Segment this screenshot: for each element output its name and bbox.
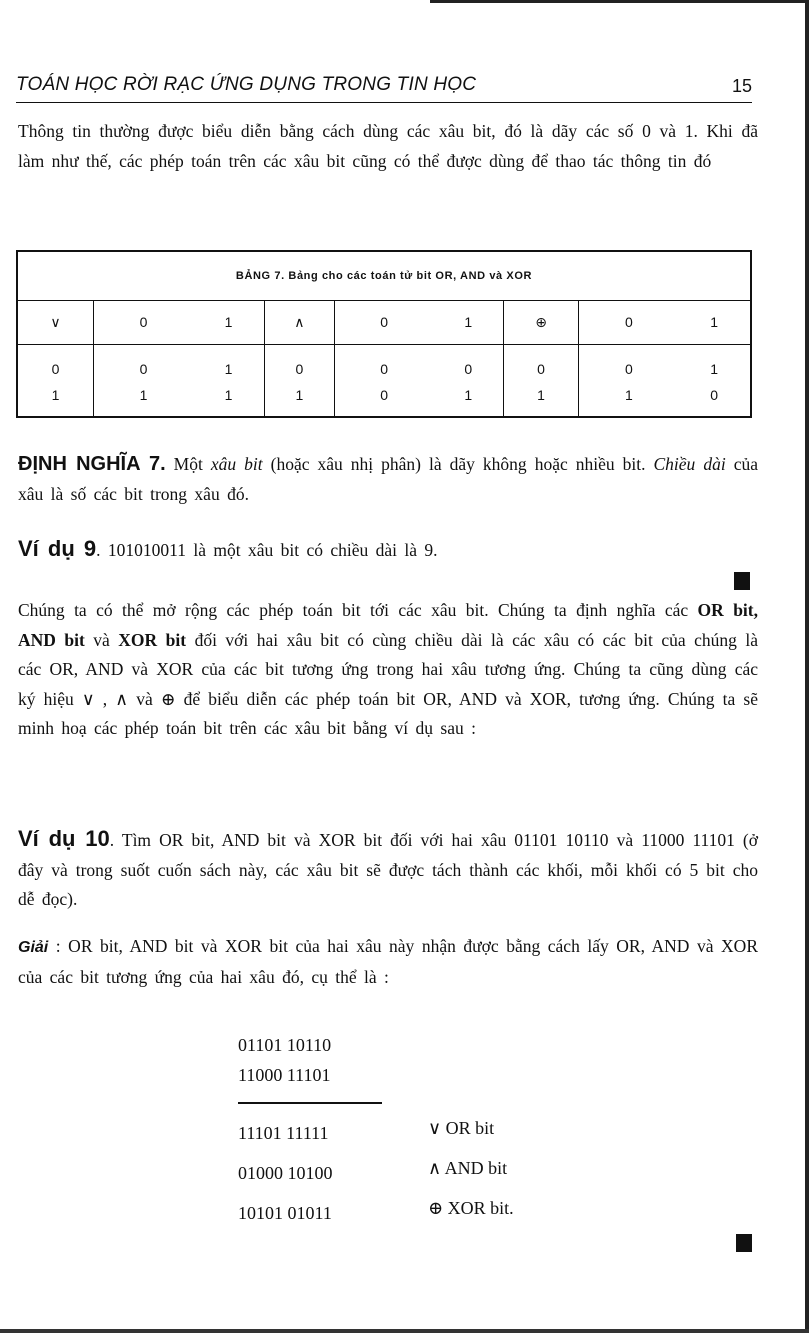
or-header-1: 1 [193, 300, 265, 345]
table-cell: 0 1 [18, 345, 94, 419]
xor-op-symbol: ⊕ [503, 300, 579, 345]
intro-paragraph: Thông tin thường được biểu diễn bằng cách dùng các xâu bit, đó là dãy các số 0 và 1. Khi đã làm như thế, các phép toán trên các xâu bit cũng có thể được dùng để thao tác thông tin đó [18, 121, 758, 171]
truth-table [16, 250, 752, 418]
and-header-0: 0 [334, 300, 433, 345]
xor-label: ⊕ XOR bit. [428, 1198, 514, 1218]
running-header [16, 72, 752, 103]
example-9: Ví dụ 9. 101010011 là một xâu bit có chiều dài là 9. [18, 536, 438, 561]
scan-edge-top [430, 0, 809, 3]
or-label: ∨ OR bit [428, 1118, 495, 1138]
or-result: 11101 11111 [238, 1123, 329, 1143]
page-number: 15 [731, 76, 752, 96]
table-cell: 0 1 [503, 345, 579, 419]
example-10: Ví dụ 10. Tìm OR bit, AND bit và XOR bit đối với hai xâu 01101 10110 và 11000 11101 (ở đây và trong suốt cuốn sách này, các xâu bit sẽ được tách thành các khối, mỗi khối có 5 bit cho dễ đọc). [18, 826, 758, 909]
and-header-1: 1 [434, 300, 504, 345]
table-cell: 1 0 [710, 360, 719, 403]
operand-b: 11000 11101 [238, 1065, 331, 1085]
or-op-symbol: ∨ [18, 300, 94, 345]
table-cell: 0 1 [139, 360, 148, 403]
and-label: ∧ AND bit [428, 1158, 508, 1178]
calc-divider [238, 1102, 382, 1104]
example-10-label: Ví dụ 10 [18, 826, 110, 851]
table-cell: 0 0 [380, 360, 389, 403]
xor-header-1: 1 [678, 300, 750, 345]
solution-label: Giải [18, 939, 49, 956]
table-cell: 0 1 [265, 345, 335, 419]
example-9-label: Ví dụ 9 [18, 536, 97, 561]
table-body-row [18, 345, 750, 419]
header-title: TOÁN HỌC RỜI RẠC ỨNG DỤNG TRONG TIN HỌC [16, 74, 477, 95]
xor-header-0: 0 [579, 300, 678, 345]
bit-operations-paragraph: Chúng ta có thể mở rộng các phép toán bit tới các xâu bit. Chúng ta định nghĩa các OR bit, AND bit và XOR bit đối với hai xâu bit có cùng chiều dài là các xâu có các bit của chúng là các OR, AND và XOR của các bit tương ứng trong hai xâu tương ứng. Chúng ta cũng dùng các ký hiệu ∨ , ∧ và ⊕ để biểu diễn các phép toán bit OR, AND và XOR, tương ứng. Chúng ta sẽ minh hoạ các phép toán bit trên các xâu bit bằng ví dụ sau : [18, 600, 758, 738]
solution-paragraph: Giải : OR bit, AND bit và XOR bit của hai xâu này nhận được bằng cách lấy OR, AND và XOR của các bit tương ứng của hai xâu đó, cụ thể là : [18, 936, 758, 987]
end-of-example-square-icon [736, 1234, 752, 1252]
table-header-row [18, 300, 750, 345]
scan-edge-bottom [0, 1329, 809, 1333]
or-header-0: 0 [94, 300, 193, 345]
xor-result: 10101 01011 [238, 1203, 332, 1223]
and-op-symbol: ∧ [265, 300, 335, 345]
definition-7: ĐỊNH NGHĨA 7. Một xâu bit (hoặc xâu nhị phân) là dãy không hoặc nhiều bit. Chiều dài của xâu là số các bit trong xâu đó. [18, 453, 758, 504]
table-caption: BẢNG 7. Bảng cho các toán tử bit OR, AND và XOR [18, 252, 750, 301]
term-bit-string: xâu bit [210, 454, 263, 474]
end-of-example-square-icon [734, 572, 750, 590]
operand-a: 01101 10110 [238, 1035, 332, 1055]
table-cell: 0 1 [624, 360, 633, 403]
table-cell: 0 1 [434, 345, 504, 419]
table-cell: 1 1 [193, 345, 265, 419]
truth-table-grid [18, 300, 750, 418]
definition-label: ĐỊNH NGHĨA 7. [18, 453, 166, 475]
and-result: 01000 10100 [238, 1163, 333, 1183]
term-length: Chiều dài [653, 454, 726, 474]
scan-edge-right [805, 0, 809, 1333]
